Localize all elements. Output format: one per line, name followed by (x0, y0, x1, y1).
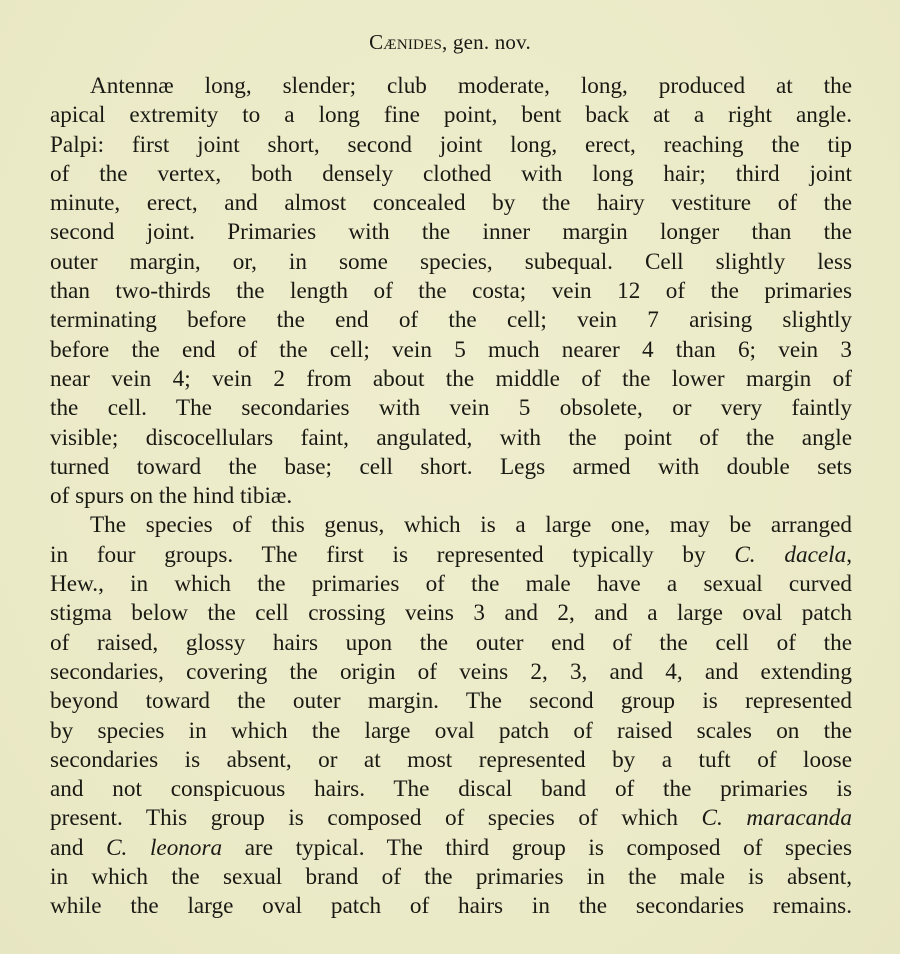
text-line: terminating before the end of the cell; vein 7 arising slightly (50, 307, 852, 334)
text-segment: in four groups. The first is represented typically by (50, 541, 735, 568)
text-segment: and (50, 834, 107, 861)
text-line: while the large oval patch of hairs in the secondaries remains. (50, 893, 852, 920)
text-line: secondaries is absent, or at most represented by a tuft of loose (50, 746, 852, 773)
text-line: minute, erect, and almost concealed by the hairy vestiture of the (50, 190, 852, 217)
text-segment: , (846, 541, 852, 568)
text-line: second joint. Primaries with the inner margin longer than the (50, 219, 852, 246)
text-line: the cell. The secondaries with vein 5 obsolete, or very faintly (50, 395, 852, 422)
text-line: than two-thirds the length of the costa; vein 12 of the primaries (50, 278, 852, 305)
text-line: of the vertex, both densely clothed with long hair; third joint (50, 160, 852, 187)
text-line: apical extremity to a long fine point, bent back at a right angle. (50, 102, 852, 129)
species-name: C. leonora (106, 834, 223, 861)
text-line: turned toward the base; cell short. Legs armed with double sets (50, 453, 852, 480)
text-line: of spurs on the hind tibiæ. (50, 483, 293, 510)
text-line: The species of this genus, which is a large one, may be arranged (90, 512, 852, 539)
text-segment: present. This group is composed of species of which (50, 805, 702, 832)
text-line (50, 834, 852, 863)
section-heading (0, 30, 900, 55)
text-line: near vein 4; vein 2 from about the middle of the lower margin of (50, 365, 852, 392)
text-line: by species in which the large oval patch of raised scales on the (50, 717, 852, 744)
text-line: and not conspicuous hairs. The discal band of the primaries is (50, 776, 852, 803)
text-line: visible; discocellulars faint, angulated, with the point of the angle (50, 424, 852, 451)
text-line: Antennæ long, slender; club moderate, long, produced at the (90, 73, 852, 99)
species-name: C. dacela (734, 541, 847, 568)
genus-name: Cænides (369, 30, 442, 54)
text-line: secondaries, covering the origin of veins 2, 3, and 4, and extending (50, 658, 852, 685)
text-line: beyond toward the outer margin. The second group is represented (50, 688, 852, 715)
text-line: stigma below the cell crossing veins 3 and 2, and a large oval patch (50, 600, 852, 627)
text-line (50, 541, 852, 570)
text-line (50, 804, 852, 833)
text-line: outer margin, or, in some species, subequal. Cell slightly less (50, 248, 852, 275)
species-name: C. maracanda (701, 805, 852, 832)
text-line: Palpi: first joint short, second joint long, erect, reaching the tip (50, 131, 852, 158)
heading-suffix: , gen. nov. (442, 30, 531, 54)
text-line: in which the sexual brand of the primaries in the male is absent, (50, 864, 852, 891)
body-text (50, 72, 852, 922)
text-segment: are typical. The third group is composed of species (222, 834, 852, 861)
text-line: before the end of the cell; vein 5 much nearer 4 than 6; vein 3 (50, 336, 852, 363)
text-line: Hew., in which the primaries of the male have a sexual curved (50, 571, 852, 598)
text-line: of raised, glossy hairs upon the outer end of the cell of the (50, 629, 852, 656)
